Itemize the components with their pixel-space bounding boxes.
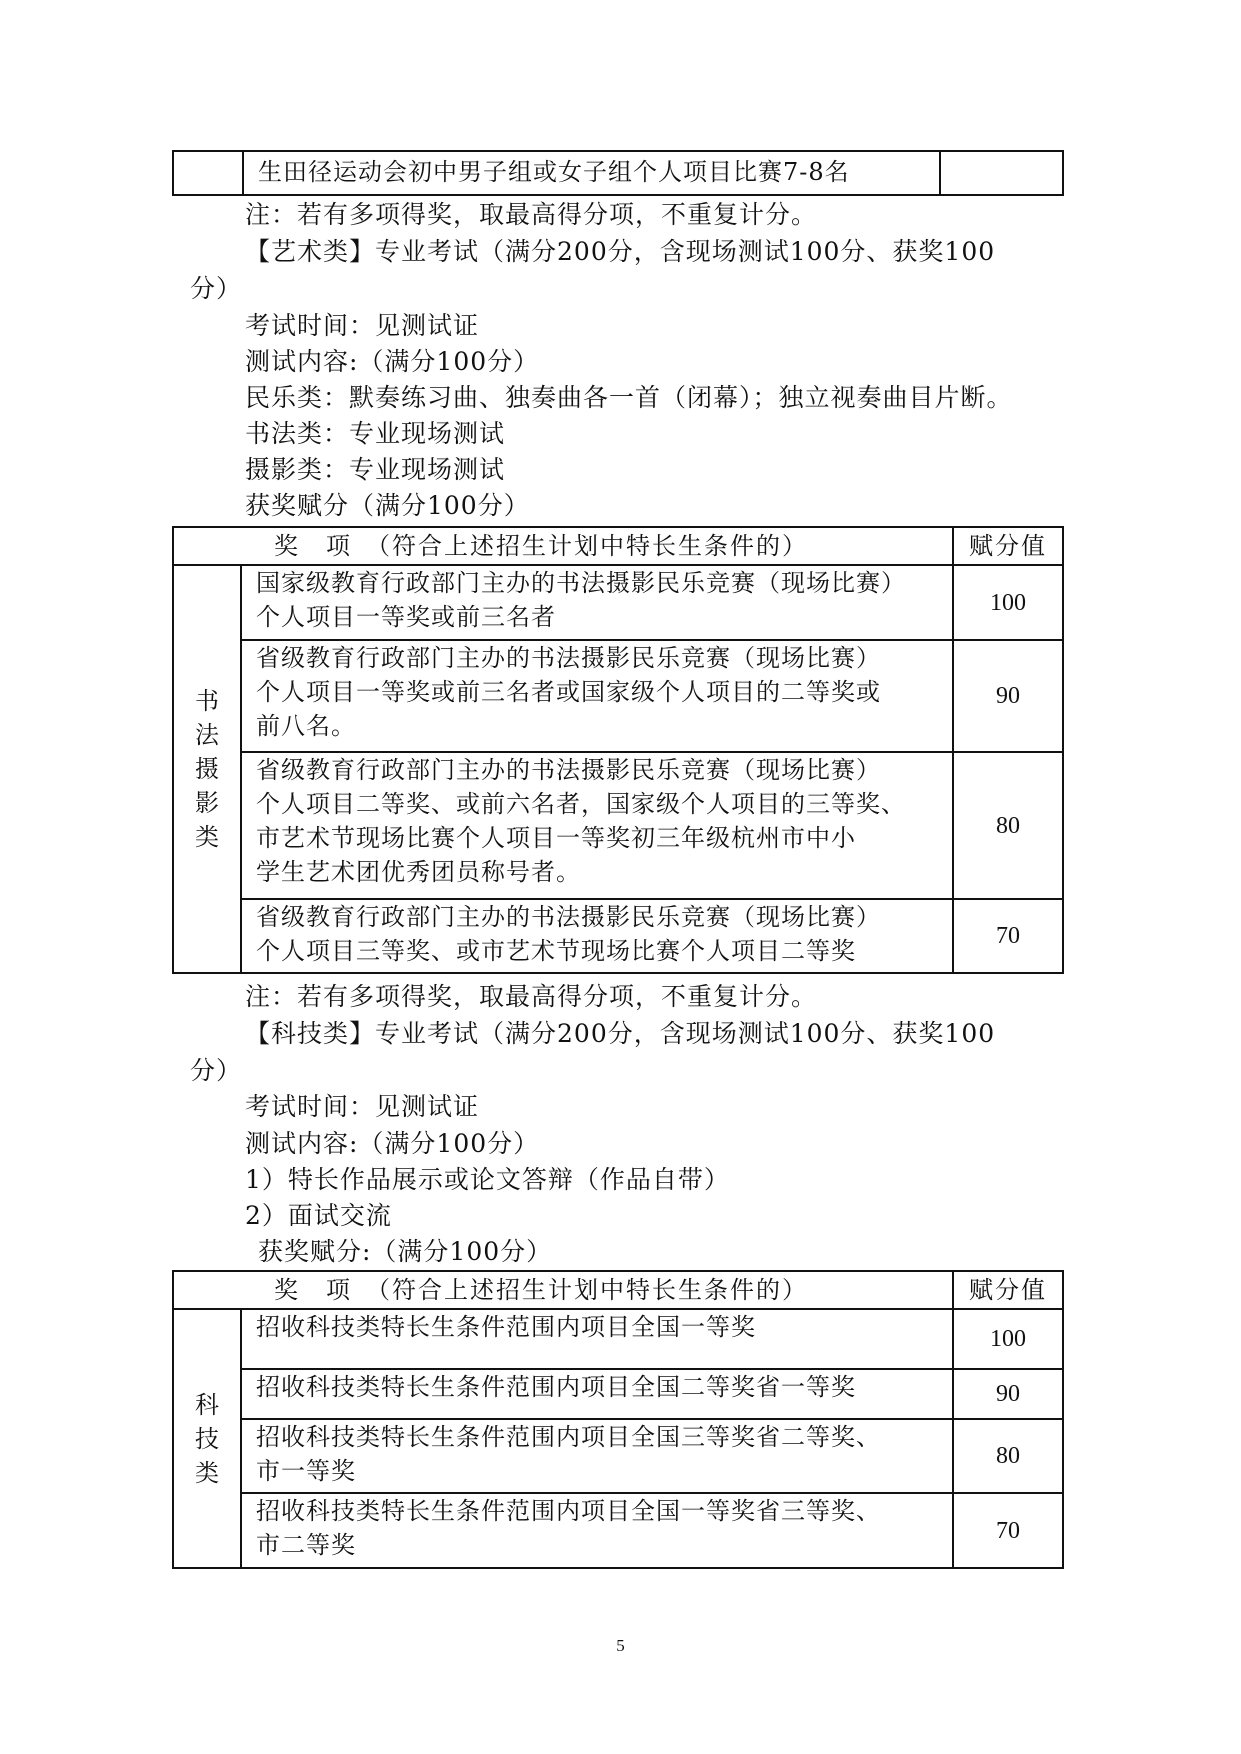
table-header-score: 赋分值 (953, 1271, 1063, 1309)
category-char: 科 (195, 1390, 219, 1419)
tech-heading: 【科技类】专业考试（满分200分，含现场测试100分、获奖100 (245, 1019, 996, 1048)
score-value: 80 (953, 1419, 1063, 1493)
art-folk: 民乐类：默奏练习曲、独奏曲各一首（闭幕）；独立视奏曲目片断。 (245, 383, 1013, 412)
tech-exam-time: 考试时间：见测试证 (245, 1092, 480, 1121)
note-1: 注：若有多项得奖，取最高得分项，不重复计分。 (245, 200, 818, 229)
category-char: 技 (195, 1424, 219, 1453)
score-value: 80 (953, 752, 1063, 899)
category-cell (173, 1309, 241, 1568)
tech-heading-cont: 分） (190, 1056, 243, 1085)
tech-item-1: 1）特长作品展示或论文答辩（作品自带） (245, 1165, 730, 1194)
score-value: 100 (953, 1309, 1063, 1369)
table-header-item: 奖 项 （符合上述招生计划中特长生条件的） (173, 527, 953, 565)
tech-award-table (172, 1270, 1064, 1569)
table-row: 省级教育行政部门主办的书法摄影民乐竞赛（现场比赛） 个人项目一等奖或前三名者或国家级个人项目的二等奖或 前八名。 (241, 640, 953, 752)
art-heading: 【艺术类】专业考试（满分200分，含现场测试100分、获奖100 (245, 237, 996, 266)
category-cell (173, 565, 241, 973)
category-char: 法 (195, 721, 219, 749)
note-2: 注：若有多项得奖，取最高得分项，不重复计分。 (245, 982, 818, 1011)
category-label (174, 684, 240, 854)
table-row: 招收科技类特长生条件范围内项目全国二等奖省一等奖 (241, 1369, 953, 1419)
table-row: 招收科技类特长生条件范围内项目全国一等奖 (241, 1309, 953, 1369)
table-header-score: 赋分值 (953, 527, 1063, 565)
empty-cell (173, 151, 243, 195)
score-value: 90 (953, 1369, 1063, 1419)
category-char: 类 (195, 823, 219, 851)
table-row: 招收科技类特长生条件范围内项目全国一等奖省三等奖、 市二等奖 (241, 1493, 953, 1568)
table-row: 省级教育行政部门主办的书法摄影民乐竞赛（现场比赛） 个人项目二等奖、或前六名者，国家级个人项目的三等奖、 市艺术节现场比赛个人项目一等奖初三年级杭州市中小 学生艺术团优秀团员称号者。 (241, 752, 953, 899)
score-value: 70 (953, 899, 1063, 973)
table-row: 招收科技类特长生条件范围内项目全国三等奖省二等奖、 市一等奖 (241, 1419, 953, 1493)
page-number: 5 (616, 1636, 625, 1655)
tech-award-title: 获奖赋分:（满分100分） (258, 1237, 553, 1266)
art-photo: 摄影类：专业现场测试 (245, 455, 506, 484)
art-award-table (172, 526, 1064, 974)
sports-table-continuation (172, 150, 1064, 196)
score-value: 100 (953, 565, 1063, 640)
sports-award-desc: 生田径运动会初中男子组或女子组个人项目比赛7-8名 (243, 151, 940, 195)
category-char: 影 (195, 789, 219, 817)
tech-test-content: 测试内容:（满分100分） (245, 1129, 540, 1158)
category-char: 书 (195, 687, 219, 715)
category-char: 摄 (195, 755, 219, 783)
art-heading-cont: 分） (190, 274, 243, 303)
table-row: 国家级教育行政部门主办的书法摄影民乐竞赛（现场比赛） 个人项目一等奖或前三名者 (241, 565, 953, 640)
art-exam-time: 考试时间：见测试证 (245, 311, 480, 340)
category-label (174, 1388, 240, 1490)
art-test-content: 测试内容:（满分100分） (245, 347, 540, 376)
empty-score-cell (940, 151, 1063, 195)
table-row: 省级教育行政部门主办的书法摄影民乐竞赛（现场比赛） 个人项目三等奖、或市艺术节现场比赛个人项目二等奖 (241, 899, 953, 973)
score-value: 70 (953, 1493, 1063, 1568)
score-value: 90 (953, 640, 1063, 752)
art-award-title: 获奖赋分（满分100分） (245, 491, 530, 520)
table-header-item: 奖 项 （符合上述招生计划中特长生条件的） (173, 1271, 953, 1309)
tech-item-2: 2）面试交流 (245, 1201, 392, 1230)
art-calligraphy: 书法类：专业现场测试 (245, 419, 506, 448)
category-char: 类 (195, 1458, 219, 1487)
